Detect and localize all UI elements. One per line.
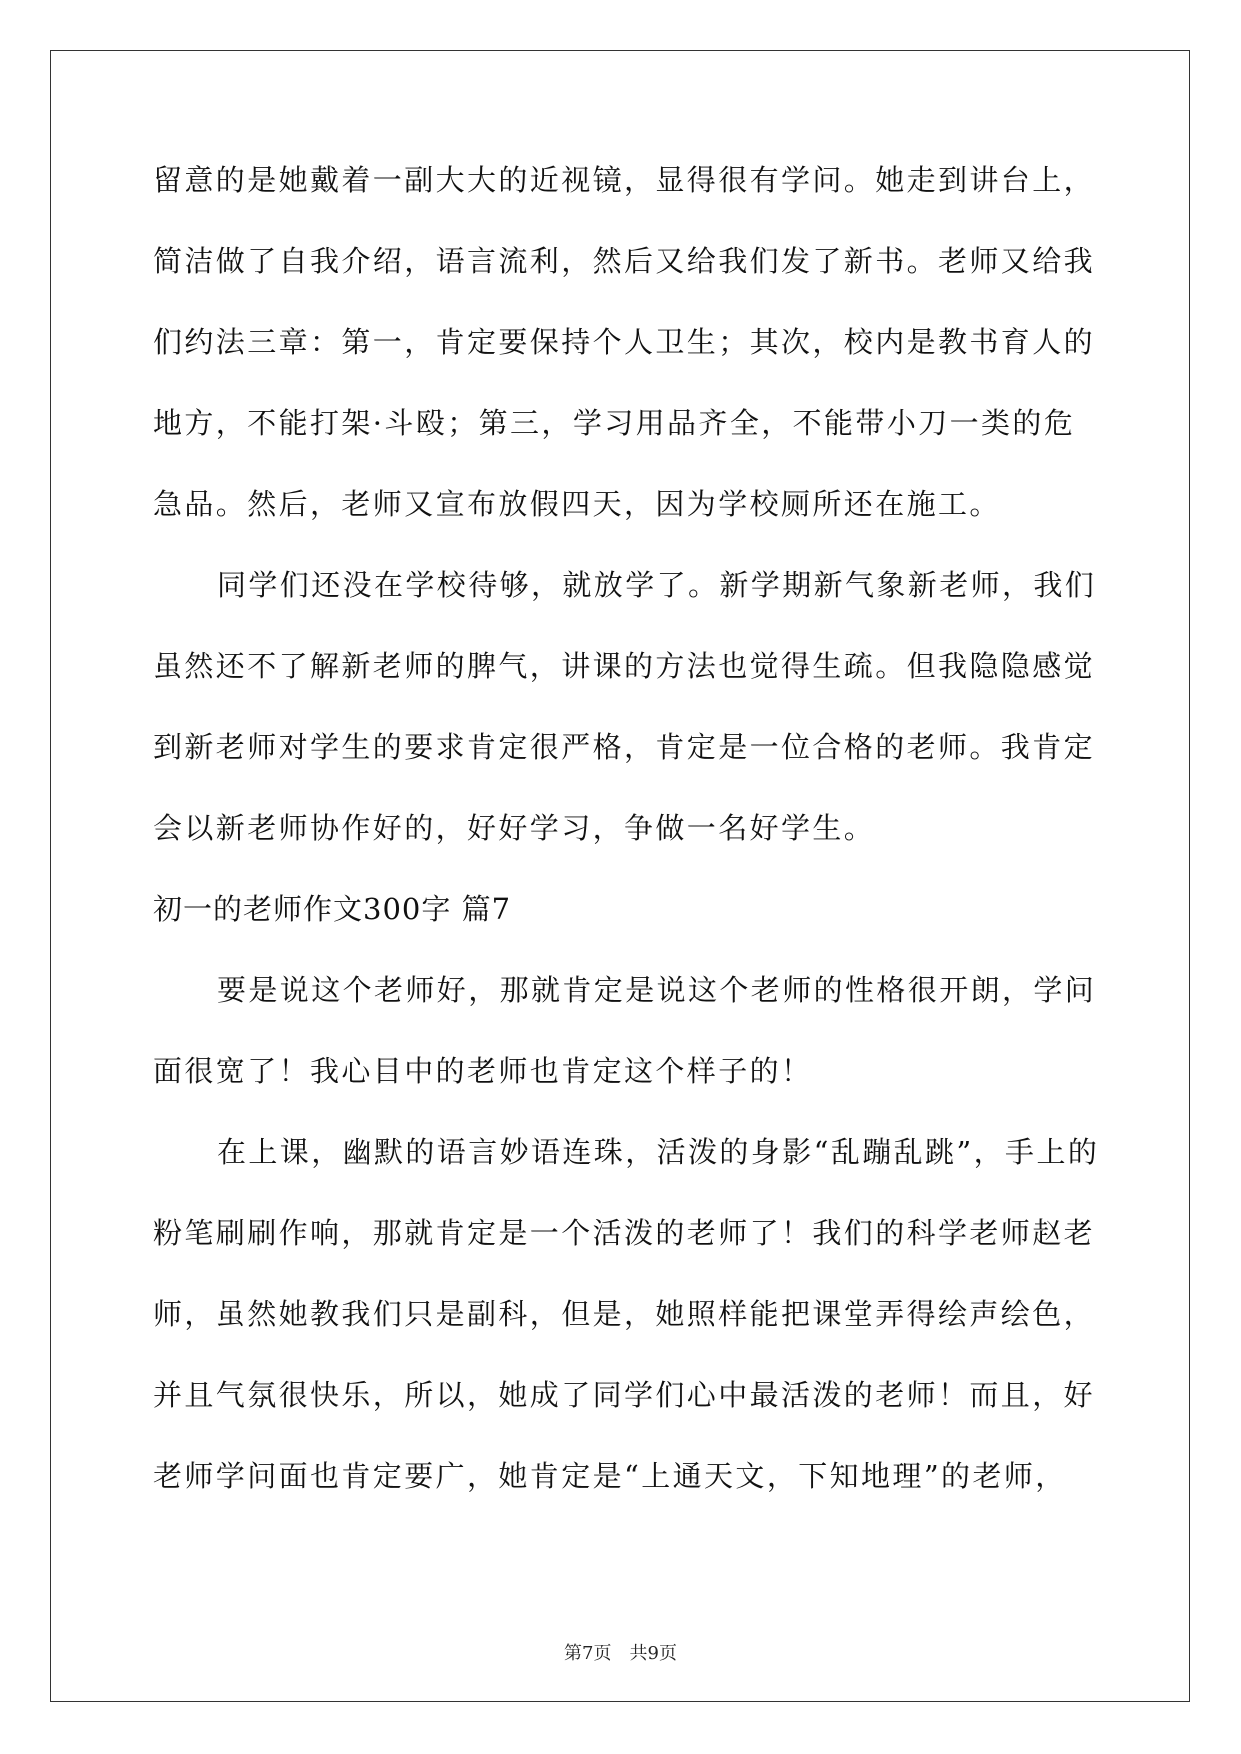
body-line: 留意的是她戴着一副大大的近视镜，显得很有学问。她走到讲台上， bbox=[153, 163, 1096, 197]
body-line: 同学们还没在学校待够，就放学了。新学期新气象新老师，我们 bbox=[217, 568, 1097, 602]
body-line: 粉笔刷刷作响，那就肯定是一个活泼的老师了！我们的科学老师赵老 bbox=[153, 1216, 1096, 1250]
body-line: 简洁做了自我介绍，语言流利，然后又给我们发了新书。老师又给我 bbox=[153, 244, 1096, 278]
section-heading: 初一的老师作文300字 篇7 bbox=[153, 892, 512, 926]
body-line: 们约法三章：第一，肯定要保持个人卫生；其次，校内是教书育人的 bbox=[153, 325, 1096, 359]
body-line: 并且气氛很快乐，所以，她成了同学们心中最活泼的老师！而且，好 bbox=[153, 1378, 1096, 1412]
body-line: 老师学问面也肯定要广，她肯定是“上通天文，下知地理”的老师， bbox=[153, 1459, 1067, 1493]
body-line: 会以新老师协作好的，好好学习，争做一名好学生。 bbox=[153, 811, 876, 845]
body-line: 急品。然后，老师又宣布放假四天，因为学校厕所还在施工。 bbox=[153, 487, 1001, 521]
body-line: 面很宽了！我心目中的老师也肯定这个样子的！ bbox=[153, 1054, 813, 1088]
page-number-footer: 第7页 共9页 bbox=[564, 1643, 677, 1664]
body-line: 师，虽然她教我们只是副科，但是，她照样能把课堂弄得绘声绘色， bbox=[153, 1297, 1096, 1331]
body-line: 到新老师对学生的要求肯定很严格，肯定是一位合格的老师。我肯定 bbox=[153, 730, 1096, 764]
body-line: 要是说这个老师好，那就肯定是说这个老师的性格很开朗，学问 bbox=[217, 973, 1097, 1007]
body-line: 在上课，幽默的语言妙语连珠，活泼的身影“乱蹦乱跳”，手上的 bbox=[217, 1135, 1100, 1169]
body-line: 地方，不能打架·斗殴；第三，学习用品齐全，不能带小刀一类的危 bbox=[153, 406, 1076, 440]
body-line: 虽然还不了解新老师的脾气，讲课的方法也觉得生疏。但我隐隐感觉 bbox=[153, 649, 1096, 683]
